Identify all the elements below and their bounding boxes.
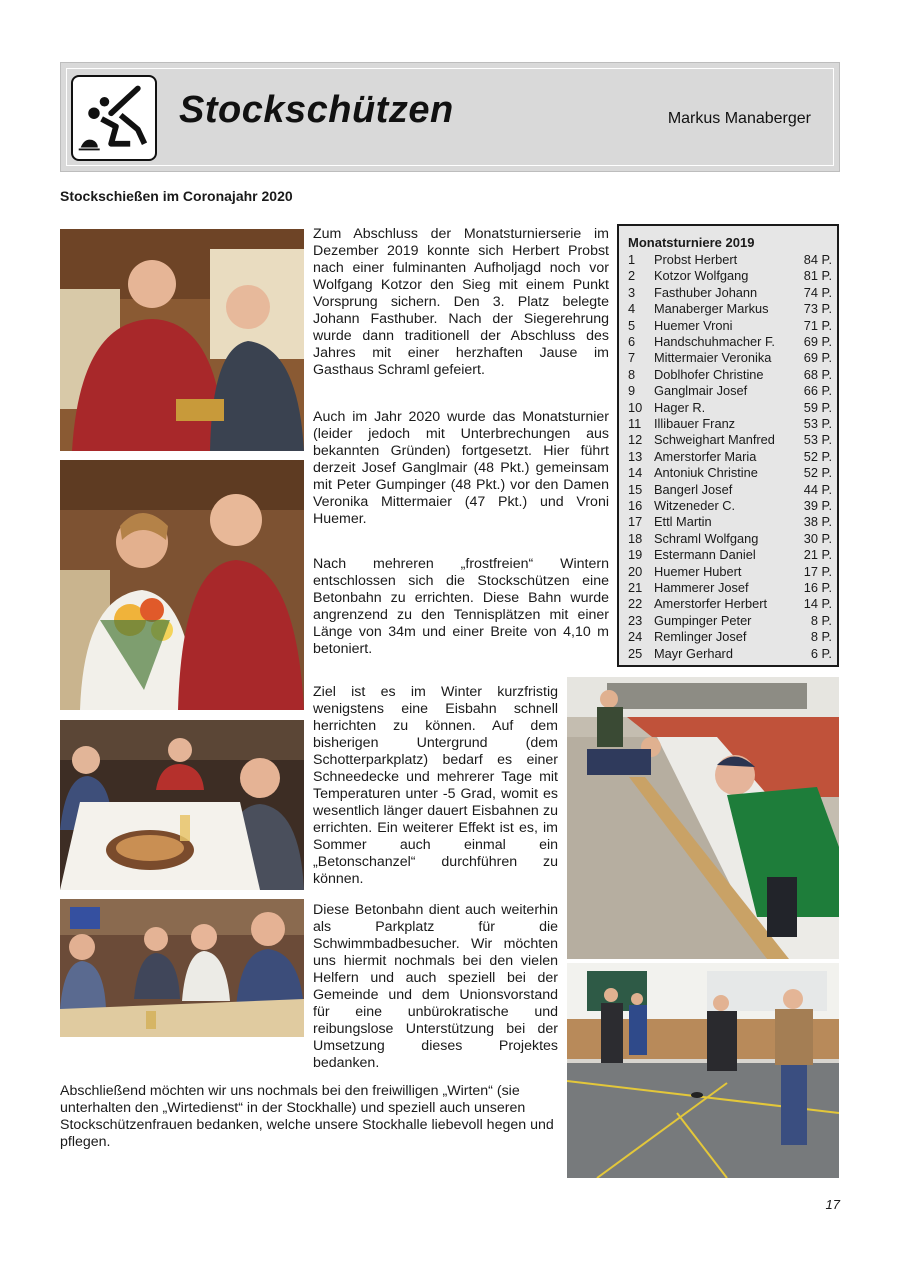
photo-stock-hall (567, 963, 839, 1178)
points: 16 P. (803, 580, 832, 595)
points: 14 P. (803, 596, 832, 612)
player-name: Gumpinger Peter (654, 612, 752, 628)
rank: 25 (628, 645, 643, 661)
table-row (628, 629, 832, 645)
table-row (628, 268, 832, 284)
rank: 9 (628, 383, 636, 399)
rank: 17 (628, 514, 643, 530)
table-row (628, 334, 832, 350)
player-name: Manaberger Markus (654, 301, 769, 317)
points: 38 P. (803, 514, 832, 530)
rank: 1 (628, 252, 636, 267)
player-name: Hager R. (654, 399, 706, 415)
page-number: 17 (825, 1197, 840, 1212)
photo-award-ceremony (60, 229, 304, 451)
author-name: Markus Manaberger (667, 110, 811, 127)
player-name: Schweighart Manfred (654, 432, 775, 448)
rank: 13 (628, 448, 643, 464)
points: 74 P. (803, 284, 832, 300)
rank: 16 (628, 498, 643, 513)
points: 17 P. (803, 563, 832, 579)
photo-flowers-presentation (60, 460, 304, 710)
points: 71 P. (803, 317, 832, 333)
table-row (628, 252, 832, 268)
points: 73 P. (803, 301, 832, 317)
player-name: Amerstorfer Herbert (654, 596, 768, 612)
page-title: Stockschützen (179, 89, 454, 131)
player-name: Huemer Hubert (654, 563, 742, 579)
points: 69 P. (803, 350, 832, 366)
points: 59 P. (803, 399, 832, 415)
table-row (628, 531, 832, 547)
player-name: Estermann Daniel (654, 547, 756, 563)
points: 68 P. (803, 366, 832, 382)
table-row (628, 465, 832, 481)
table-row (628, 547, 832, 563)
points: 84 P. (803, 252, 832, 267)
rank: 8 (628, 366, 636, 382)
table-row (628, 646, 832, 662)
points: 30 P. (803, 530, 832, 546)
points: 6 P. (810, 645, 832, 661)
article-subtitle: Stockschießen im Coronajahr 2020 (60, 188, 293, 204)
table-row (628, 400, 832, 416)
player-name: Handschuhmacher F. (654, 334, 775, 349)
rank: 18 (628, 530, 643, 546)
rank: 2 (628, 268, 636, 284)
paragraph-6: Abschließend möchten wir uns nochmals bei den freiwilligen „Wirten“ (sie unterhalten den „Wirtedienst“ in der Stockhalle) und speziell auch unseren Stockschützenfrauen bedanken, welche unsere Stockhalle liebevoll hegen und pflegen. (60, 1083, 554, 1150)
article-header (60, 62, 840, 172)
paragraph-5: Diese Betonbahn dient auch weiterhin als Parkplatz für die Schwimmbadbesucher. Wir möchten uns hiermit nochmals bei den vielen Helfern und auch speziell bei der Gemeinde und dem Unionsvorstand für eine unbürokratische und reibungslose Unterstützung bei der Umsetzung dieses Projektes bedanken. (313, 902, 558, 1071)
table-row (628, 416, 832, 432)
photo-table-feast (60, 720, 304, 890)
player-name: Hammerer Josef (654, 580, 749, 595)
points: 8 P. (810, 629, 832, 645)
table-row (628, 383, 832, 399)
rank: 21 (628, 580, 643, 595)
table-row (628, 564, 832, 580)
rank: 20 (628, 563, 643, 579)
points: 66 P. (803, 383, 832, 399)
player-name: Fasthuber Johann (654, 284, 758, 300)
player-name: Witzeneder C. (654, 498, 736, 513)
table-row (628, 318, 832, 334)
rank: 15 (628, 481, 643, 497)
paragraph-1: Zum Abschluss der Monatsturnierserie im Dezember 2019 konnte sich Herbert Probst nach einer fulminanten Aufholjagd noch vor Wolfgang Kotzor den Sieg mit einem Punkt Vorsprung sichern. Den 3. Platz belegte Johann Fasthuber. Nach der Siegerehrung wurde dann traditionell der Abschluss des Jahres mit einer herzhaften Jause im Gasthaus Schraml gefeiert. (313, 226, 609, 378)
player-name: Ganglmair Josef (654, 383, 748, 399)
player-name: Mayr Gerhard (654, 645, 733, 661)
player-name: Probst Herbert (654, 252, 738, 267)
rank: 7 (628, 350, 636, 366)
rank: 14 (628, 465, 643, 481)
points: 52 P. (803, 448, 832, 464)
points: 21 P. (803, 547, 832, 563)
player-name: Illibauer Franz (654, 416, 736, 431)
player-name: Bangerl Josef (654, 481, 733, 497)
points: 53 P. (803, 416, 832, 431)
player-name: Remlinger Josef (654, 629, 747, 645)
table-row (628, 514, 832, 530)
rank: 5 (628, 317, 636, 333)
player-name: Mittermaier Veronika (654, 350, 772, 366)
player-name: Huemer Vroni (654, 317, 733, 333)
table-row (628, 613, 832, 629)
rank: 22 (628, 596, 643, 612)
table-row (628, 367, 832, 383)
rank: 3 (628, 284, 636, 300)
table-row (628, 432, 832, 448)
points: 52 P. (803, 465, 832, 481)
table-row (628, 449, 832, 465)
rank: 24 (628, 629, 643, 645)
paragraph-4: Ziel ist es im Winter kurzfristig wenigstens eine Eisbahn schnell herrichten zu können. Auf dem bisherigen Untergrund (dem Schotterparkplatz) bedarf es einer Schneedecke und mehrerer Tage mit Temperaturen unter -5 Grad, womit es wesentlich länger dauert Eisbahnen zu errichten. Ein weiterer Effekt ist es, im Sommer auch einmal ein „Betonschanzel“ durchführen zu können. (313, 684, 558, 887)
player-name: Kotzor Wolfgang (654, 268, 749, 284)
points: 81 P. (803, 268, 832, 284)
rank: 10 (628, 399, 643, 415)
rank: 23 (628, 612, 643, 628)
points: 39 P. (803, 498, 832, 513)
table-row (628, 301, 832, 317)
table-row (628, 482, 832, 498)
stockschuetze-icon (71, 75, 157, 161)
points: 8 P. (810, 612, 832, 628)
points: 53 P. (803, 432, 832, 448)
player-name: Amerstorfer Maria (654, 448, 757, 464)
player-name: Schraml Wolfgang (654, 530, 759, 546)
paragraph-2: Auch im Jahr 2020 wurde das Monatsturnier (leider jedoch mit Unterbrechungen aus bekannten Gründen) fortgesetzt. Hier führt derzeit Josef Ganglmair (48 Pkt.) gemeinsam mit Peter Gumpinger (48 Pkt.) vor den Damen Veronika Mittermaier (47 Pkt.) und Vroni Huemer. (313, 409, 609, 527)
player-name: Doblhofer Christine (654, 366, 764, 382)
rank: 11 (628, 416, 642, 431)
photo-group-at-table (60, 899, 304, 1037)
rank: 19 (628, 547, 643, 563)
rank: 12 (628, 432, 643, 448)
table-row (628, 350, 832, 366)
points: 69 P. (803, 334, 832, 349)
table-row (628, 580, 832, 596)
table-row (628, 285, 832, 301)
photo-track-construction (567, 677, 839, 959)
player-name: Ettl Martin (654, 514, 712, 530)
points: 44 P. (803, 481, 832, 497)
standings-title: Monatsturniere 2019 (628, 235, 755, 250)
table-row (628, 596, 832, 612)
player-name: Antoniuk Christine (654, 465, 758, 481)
paragraph-3: Nach mehreren „frostfreien“ Wintern entschlossen sich die Stockschützen eine Betonbahn zu errichten. Diese Bahn wurde angrenzend zu den Tennisplätzen mit einer Länge von 34m und einer Breite von 4,10 m betoniert. (313, 556, 609, 657)
rank: 4 (628, 301, 636, 317)
table-row (628, 498, 832, 514)
rank: 6 (628, 334, 636, 349)
standings-table (617, 224, 839, 667)
